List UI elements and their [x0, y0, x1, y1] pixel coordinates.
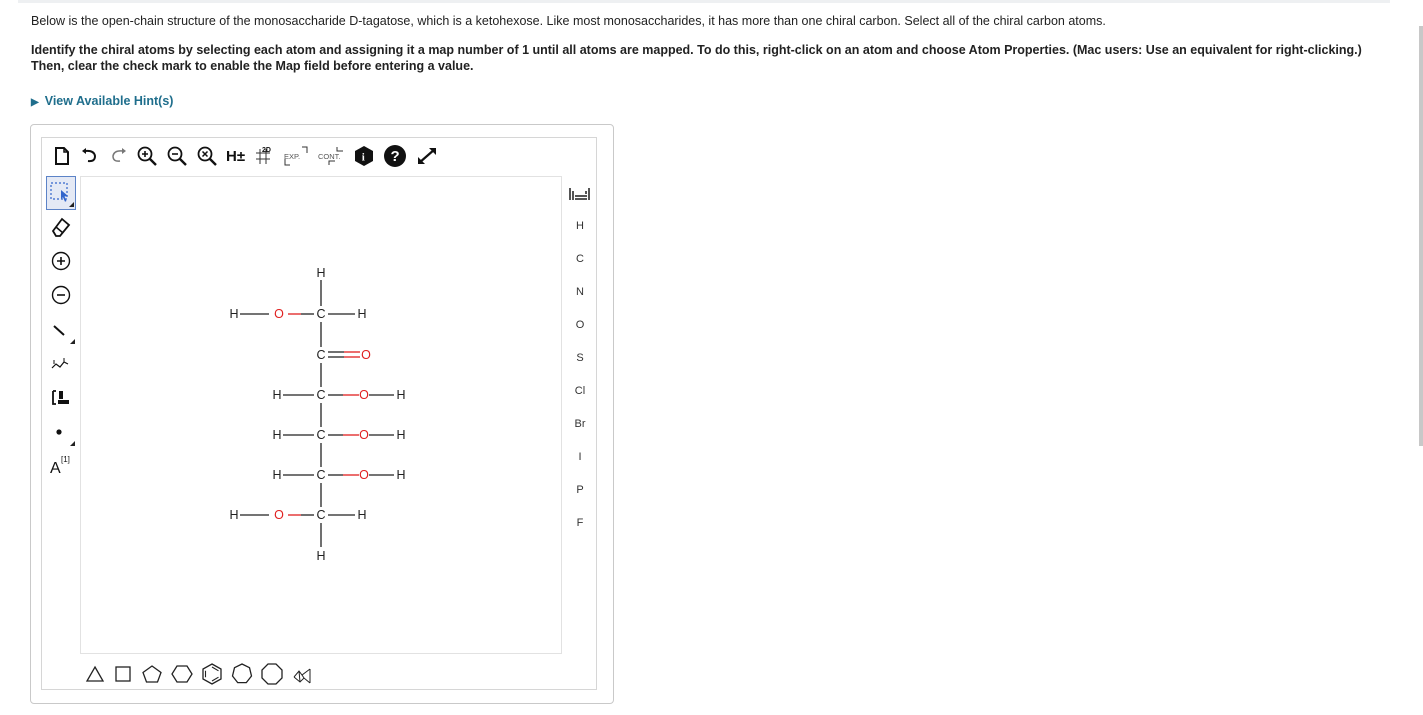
- submenu-corner-icon: [70, 441, 75, 446]
- info-label: i: [361, 151, 365, 164]
- atom-map-superscript: [1]: [61, 455, 70, 464]
- atom-h[interactable]: H: [396, 468, 406, 482]
- atom-c5[interactable]: C: [316, 468, 326, 482]
- atom-o[interactable]: O: [361, 348, 371, 362]
- square-ring-icon[interactable]: [112, 663, 134, 685]
- atom-map-letter: A: [50, 460, 61, 477]
- expand-label: EXP.: [284, 152, 301, 161]
- zoom-out-icon[interactable]: [166, 141, 188, 171]
- element-h[interactable]: H: [576, 219, 584, 232]
- undo-icon[interactable]: [80, 141, 100, 171]
- atom-o[interactable]: O: [359, 388, 369, 402]
- zoom-reset-icon[interactable]: [196, 141, 218, 171]
- atom-o[interactable]: O: [274, 508, 284, 522]
- clean-2d-button[interactable]: [253, 141, 275, 171]
- atom-h[interactable]: H: [272, 468, 282, 482]
- atom-o[interactable]: O: [274, 307, 284, 321]
- chain-icon[interactable]: [46, 346, 76, 380]
- eraser-icon[interactable]: [46, 210, 76, 244]
- atom-c4[interactable]: C: [316, 428, 326, 442]
- new-document-icon[interactable]: [52, 141, 72, 171]
- contract-button[interactable]: [317, 141, 345, 171]
- template-icon[interactable]: [46, 380, 76, 414]
- redo-icon[interactable]: [108, 141, 128, 171]
- expand-button[interactable]: [283, 141, 309, 171]
- submenu-corner-icon: [70, 339, 75, 344]
- element-cl[interactable]: Cl: [574, 384, 586, 397]
- element-s[interactable]: S: [576, 351, 584, 364]
- atom-h[interactable]: H: [229, 508, 239, 522]
- benzene-ring-icon[interactable]: [200, 662, 224, 686]
- element-br[interactable]: Br: [574, 417, 586, 430]
- element-toolbar: [566, 176, 594, 539]
- atom-h[interactable]: H: [396, 388, 406, 402]
- zoom-in-icon[interactable]: [136, 141, 158, 171]
- positive-charge-icon[interactable]: [46, 244, 76, 278]
- help-label: ?: [390, 148, 400, 165]
- question-instructions: Identify the chiral atoms by selecting each atom and assigning it a map number of 1 until all atoms are mapped. To do this, right-click on an atom and choose Atom Properties. (Mac users: Use an equivalent for right-clicking.) Then, clear the check mark to enable the Map field before entering a value.: [31, 43, 1362, 73]
- single-bond-icon[interactable]: [46, 312, 76, 346]
- info-icon[interactable]: [353, 141, 375, 171]
- atom-h[interactable]: H: [357, 307, 367, 321]
- atom-h[interactable]: H: [229, 307, 239, 321]
- atom-map-icon[interactable]: [46, 448, 76, 482]
- atom-h[interactable]: H: [396, 428, 406, 442]
- element-o[interactable]: O: [575, 318, 585, 331]
- hexagon-ring-icon[interactable]: [170, 663, 194, 685]
- element-i[interactable]: I: [578, 450, 582, 463]
- help-icon[interactable]: [383, 141, 407, 171]
- atom-c1[interactable]: C: [316, 307, 326, 321]
- element-f[interactable]: F: [576, 516, 584, 529]
- triangle-ring-icon[interactable]: [84, 663, 106, 685]
- contract-label: CONT.: [318, 152, 341, 161]
- atom-o[interactable]: O: [359, 468, 369, 482]
- atom-h[interactable]: H: [316, 549, 326, 563]
- top-toolbar: [52, 141, 447, 171]
- molecule-structure[interactable]: [81, 177, 561, 653]
- heptagon-ring-icon[interactable]: [230, 662, 254, 686]
- atom-o[interactable]: O: [359, 428, 369, 442]
- atom-h[interactable]: H: [316, 266, 326, 280]
- atom-c6[interactable]: C: [316, 508, 326, 522]
- atom-h[interactable]: H: [357, 508, 367, 522]
- atom-h[interactable]: H: [272, 428, 282, 442]
- negative-charge-icon[interactable]: [46, 278, 76, 312]
- ring-toolbar: [84, 658, 320, 690]
- submenu-corner-icon: [69, 202, 74, 207]
- pentagon-ring-icon[interactable]: [140, 663, 164, 685]
- atom-c2[interactable]: C: [316, 348, 326, 362]
- question-intro: Below is the open-chain structure of the monosaccharide D-tagatose, which is a ketohexose. Like most monosaccharides, it has more than one chiral carbon. Select all of the chiral carbon atoms.: [31, 14, 1106, 28]
- element-c[interactable]: C: [576, 252, 584, 265]
- page-scrollbar[interactable]: [1419, 26, 1423, 446]
- select-tool-icon[interactable]: [46, 176, 76, 210]
- periodic-table-icon[interactable]: [566, 176, 594, 209]
- atom-c3[interactable]: C: [316, 388, 326, 402]
- view-hints-link[interactable]: [31, 94, 173, 108]
- element-n[interactable]: N: [576, 285, 584, 298]
- radical-icon[interactable]: [46, 414, 76, 448]
- cyclohexane-chair-icon[interactable]: [290, 662, 314, 686]
- hint-label: View Available Hint(s): [44, 94, 174, 108]
- top-divider: [18, 0, 1390, 3]
- octagon-ring-icon[interactable]: [260, 662, 284, 686]
- left-toolbar: [46, 176, 78, 482]
- atom-h[interactable]: H: [272, 388, 282, 402]
- caret-right-icon: ▶: [31, 97, 39, 108]
- add-hydrogens-button[interactable]: H±: [226, 147, 246, 165]
- fullscreen-icon[interactable]: [415, 141, 439, 171]
- clean-2d-label: 2D: [262, 147, 272, 154]
- element-p[interactable]: P: [576, 483, 584, 496]
- drawing-canvas[interactable]: [80, 176, 562, 654]
